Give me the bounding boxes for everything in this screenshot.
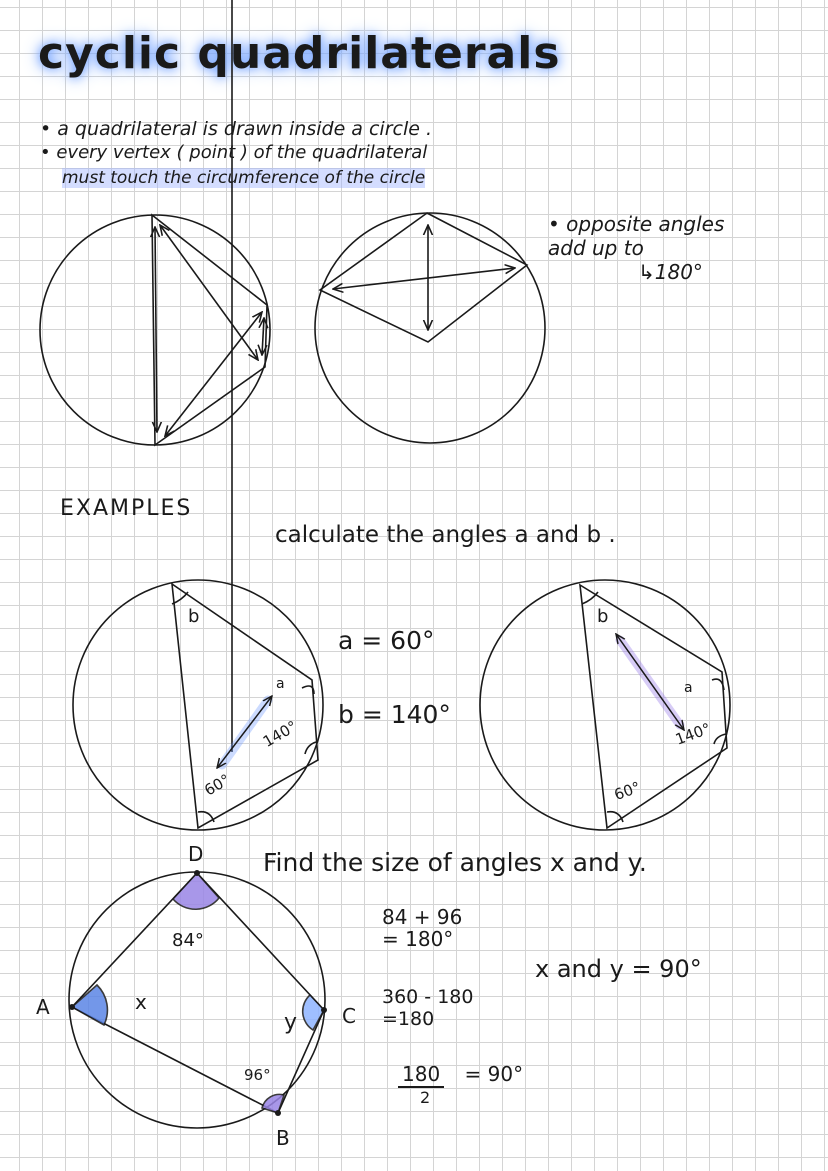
vertex-label-B: B (276, 1126, 290, 1150)
intro-arrow-1b (160, 225, 258, 360)
note-line-1: • opposite angles (548, 212, 725, 236)
intro-arrow-1c (165, 312, 262, 436)
equal-angles-arrow-right (616, 634, 684, 730)
label-84: 84° (172, 930, 204, 951)
working-division-numerator: 180 (398, 1062, 444, 1088)
intro-arrow-1d (262, 318, 264, 355)
intro-quadrilateral-1 (152, 215, 267, 445)
angle-fill-x (72, 985, 107, 1025)
answer-a: a = 60° (338, 626, 435, 655)
vertex-dot-A (69, 1004, 75, 1010)
working-division-denominator: 2 (420, 1088, 431, 1107)
label-140-left: 140° (259, 717, 301, 751)
bullet-2: • every vertex ( point ) of the quadrilateral (40, 142, 428, 163)
intro-arrow-2b (333, 268, 515, 289)
page-title: cyclic quadrilaterals (38, 28, 561, 79)
final-result: x and y = 90° (535, 955, 702, 983)
label-96: 96° (244, 1066, 271, 1084)
example-2-diagram (69, 872, 325, 1128)
vertex-dot-D (194, 870, 200, 876)
label-x: x (135, 990, 147, 1014)
angle-fill-84 (173, 873, 219, 909)
intro-diagram-2 (315, 213, 545, 443)
example-2-prompt: Find the size of angles x and y. (263, 848, 647, 877)
vertex-label-C: C (342, 1004, 356, 1028)
angle-arc-b-right (582, 592, 598, 604)
label-60-left: 60° (201, 770, 234, 800)
vertex-label-D: D (188, 842, 204, 866)
intro-circle-2 (315, 213, 545, 443)
bullet-1-text: a quadrilateral is drawn inside a circle . (57, 118, 433, 140)
angle-arc-60-right (607, 812, 623, 822)
vertex-dot-C (321, 1007, 327, 1013)
note-line-2: add up to (548, 236, 644, 260)
bullet-2-continued-text: must touch the circumference of the circle (62, 168, 426, 188)
intro-quadrilateral-2 (320, 213, 527, 342)
label-a-left: a (276, 676, 285, 692)
working-sum-line-2: = 180° (382, 927, 454, 951)
intro-arrow-1a (155, 227, 157, 432)
angle-arc-b-left (172, 592, 188, 604)
label-y: y (284, 1010, 298, 1035)
working-division-result: = 90° (464, 1062, 524, 1086)
bullet-1: • a quadrilateral is drawn inside a circle . (40, 118, 433, 140)
vertex-dot-B (275, 1110, 281, 1116)
angle-fill-96 (262, 1094, 284, 1113)
angle-fill-y (303, 995, 324, 1030)
label-a-right: a (684, 680, 693, 696)
answer-b: b = 140° (338, 700, 451, 729)
label-60-right: 60° (611, 777, 643, 805)
label-b-left: b (188, 606, 200, 627)
vertex-label-A: A (36, 995, 50, 1019)
example-1-prompt: calculate the angles a and b . (275, 522, 616, 548)
working-difference-line-1: 360 - 180 (382, 986, 474, 1008)
working-sum-line-1: 84 + 96 (382, 905, 463, 929)
label-b-right: b (597, 606, 609, 627)
label-140-right: 140° (673, 719, 714, 749)
working-difference-line-2: =180 (382, 1008, 435, 1030)
intro-diagram-1 (40, 215, 270, 445)
bullet-2-text: every vertex ( point ) of the quadrilateral (56, 142, 428, 163)
examples-heading: EXAMPLES (60, 496, 193, 521)
note-line-3: ↳180° (638, 260, 703, 284)
example-2-circle (69, 872, 325, 1128)
